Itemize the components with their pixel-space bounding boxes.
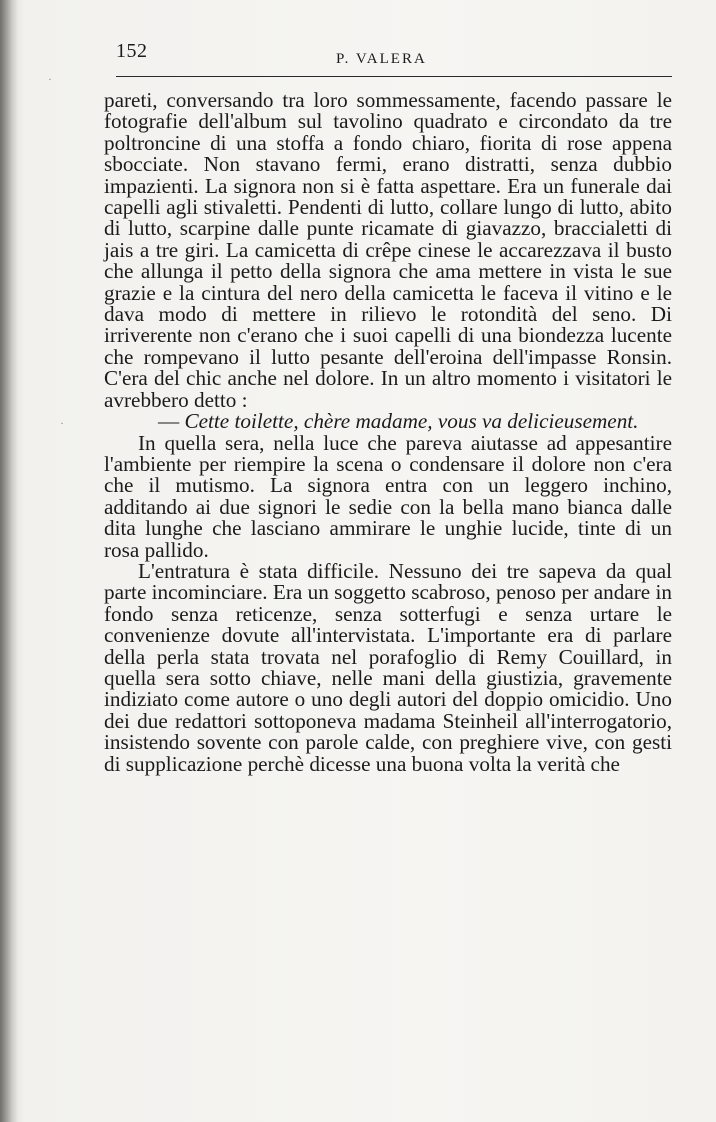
french-quote: Cette toilette, chère madame, vous va delicieusement.: [184, 409, 639, 434]
page-gutter-shadow: [0, 0, 24, 1122]
page-number: 152: [116, 40, 148, 62]
scan-speck: ·: [60, 416, 64, 430]
running-head: P. VALERA: [336, 51, 427, 67]
scan-speck: ·: [48, 72, 52, 86]
header-rule: [116, 76, 672, 77]
paragraph: In quella sera, nella luce che pareva aiutasse ad appesantire l'ambiente per riempire la scena o condensare il dolore non c'era che il mutismo. La signora entra con un leggero inchino, additando ai due signori le sedie con la bella mano bianca dalle dita lunghe che lasciano ammirare le unghie lucide, tinte di un rosa pallido.: [104, 430, 672, 562]
paragraph-dialogue: [104, 411, 672, 432]
dialogue-dash: —: [158, 409, 185, 434]
page-header: [116, 40, 672, 78]
paragraph-continuation: pareti, conversando tra loro sommessamente, facendo passare le fotografie dell'album sul tavolino quadrato e circondato da tre poltroncine di una stoffa a fondo chiaro, fiorita di rose appena sbocciate. Non stavano fermi, erano distratti, senza dubbio impazienti. La signora non si è fatta aspettare. Era un funerale dai capelli agli stivaletti. Pendenti di lutto, collare lungo di lutto, abito di lutto, scarpine dalle punte ricamate di giavazzo, braccialetti di jais a tre giri. La camicetta di crêpe cinese le accarezzava il busto che allunga il petto della signora che ama mettere in vista le sue grazie e la cintura del nero della camicetta le faceva il vitino e le dava modo di mettere in rilievo le rotondità del seno. Di irriverente non c'erano che i suoi capelli di una biondezza lucente che rompevano il lutto pesante dell'eroina dell'impasse Ronsin. C'era del chic anche nel dolore. In un altro momento i visitatori le avrebbero detto :: [104, 88, 672, 412]
paragraph: L'entratura è stata difficile. Nessuno dei tre sapeva da qual parte incominciare. Era un soggetto scabroso, penoso per andare in fondo senza reticenze, senza sotterfugi e senza urtare le convenienze dovute all'intervistata. L'importante era di parlare della perla stata trovata nel porafoglio di Remy Couillard, in quella sera sotto chiave, nelle mani della giustizia, gravemente indiziato come autore o uno degli autori del doppio omicidio. Uno dei due redattori sottoponeva madama Steinheil all'interrogatorio, insistendo sovente con parole calde, con preghiere vive, con gesti di supplicazione perchè dicesse una buona volta la verità che: [104, 558, 672, 776]
body-text: [104, 90, 672, 775]
